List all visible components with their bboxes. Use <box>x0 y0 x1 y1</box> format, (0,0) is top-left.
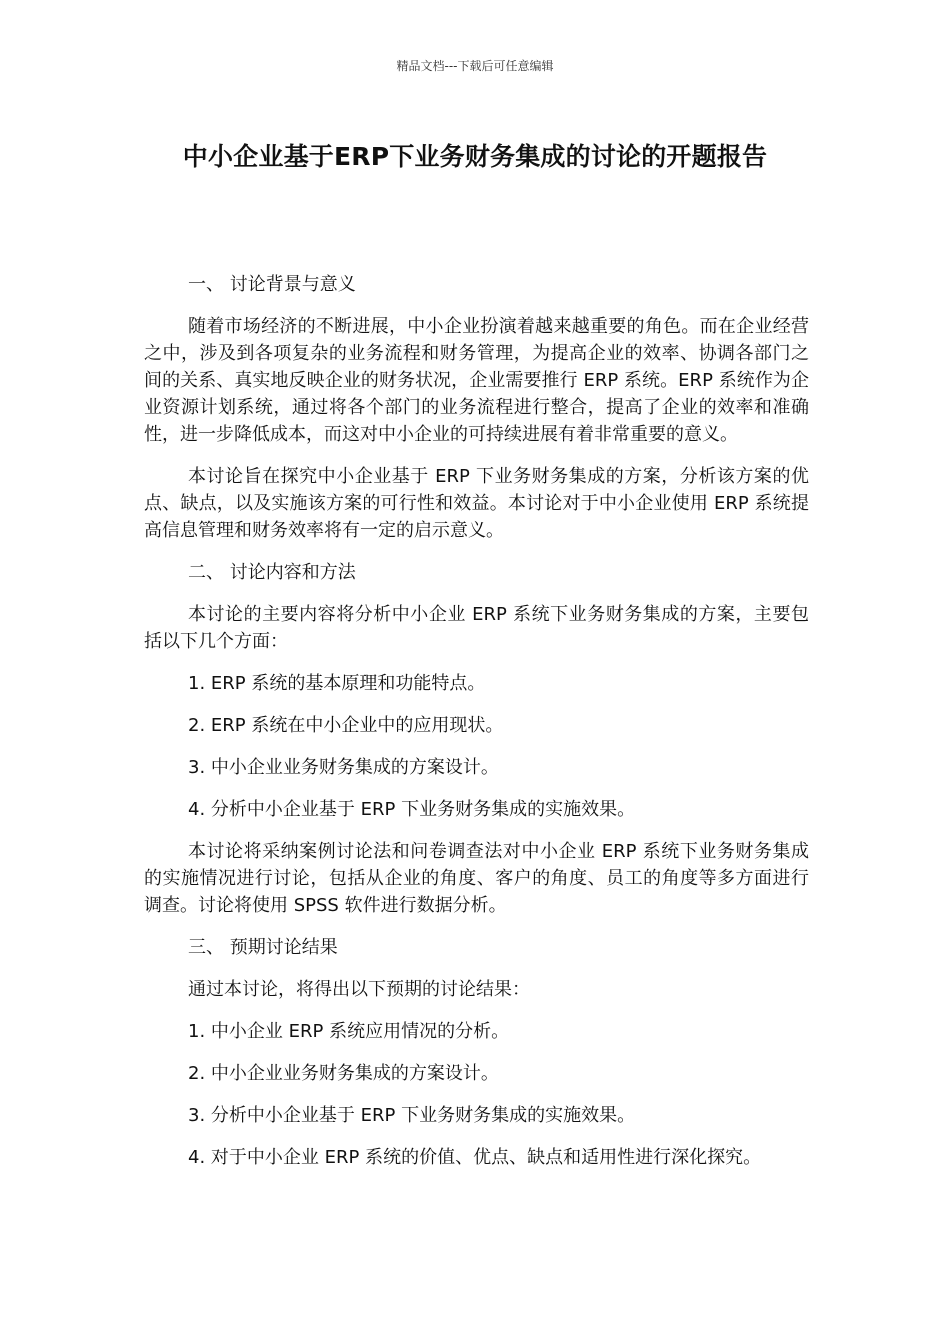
list-item: 4. 分析中小企业基于 ERP 下业务财务集成的实施效果。 <box>188 799 636 820</box>
section-heading-expected-results: 三、 预期讨论结果 <box>188 937 338 958</box>
document-body <box>144 271 809 1186</box>
list-item: 3. 分析中小企业基于 ERP 下业务财务集成的实施效果。 <box>188 1105 636 1126</box>
paragraph-content-intro: 本讨论的主要内容将分析中小企业 ERP 系统下业务财务集成的方案，主要包括以下几个方面： <box>144 604 809 652</box>
list-item: 1. ERP 系统的基本原理和功能特点。 <box>188 673 486 694</box>
header-note: 精品文档---下载后可任意编辑 <box>396 59 554 73</box>
paragraph-background: 随着市场经济的不断进展，中小企业扮演着越来越重要的角色。而在企业经营之中，涉及到各项复杂的业务流程和财务管理，为提高企业的效率、协调各部门之间的关系、真实地反映企业的财务状况，企业需要推行 ERP 系统。ERP 系统作为企业资源计划系统，通过将各个部门的业务流程进行整合，提高了企业的效率和准确性，进一步降低成本，而这对中小企业的可持续进展有着非常重要的意义。 <box>144 316 809 445</box>
section-heading-background: 一、 讨论背景与意义 <box>188 274 356 295</box>
section-heading-content-method: 二、 讨论内容和方法 <box>188 562 356 583</box>
list-item: 2. ERP 系统在中小企业中的应用现状。 <box>188 715 504 736</box>
document-title: 中小企业基于ERP下业务财务集成的讨论的开题报告 <box>182 142 768 171</box>
list-item: 2. 中小企业业务财务集成的方案设计。 <box>188 1063 499 1084</box>
list-item: 3. 中小企业业务财务集成的方案设计。 <box>188 757 499 778</box>
paragraph-purpose: 本讨论旨在探究中小企业基于 ERP 下业务财务集成的方案，分析该方案的优点、缺点，以及实施该方案的可行性和效益。本讨论对于中小企业使用 ERP 系统提高信息管理和财务效率将有一定的启示意义。 <box>144 466 809 541</box>
paragraph-method: 本讨论将采纳案例讨论法和问卷调查法对中小企业 ERP 系统下业务财务集成的实施情况进行讨论，包括从企业的角度、客户的角度、员工的角度等多方面进行调查。讨论将使用 SPSS 软件进行数据分析。 <box>144 841 809 916</box>
list-item: 4. 对于中小企业 ERP 系统的价值、优点、缺点和适用性进行深化探究。 <box>188 1147 762 1168</box>
paragraph-results-intro: 通过本讨论，将得出以下预期的讨论结果： <box>188 979 530 1000</box>
list-item: 1. 中小企业 ERP 系统应用情况的分析。 <box>188 1021 510 1042</box>
